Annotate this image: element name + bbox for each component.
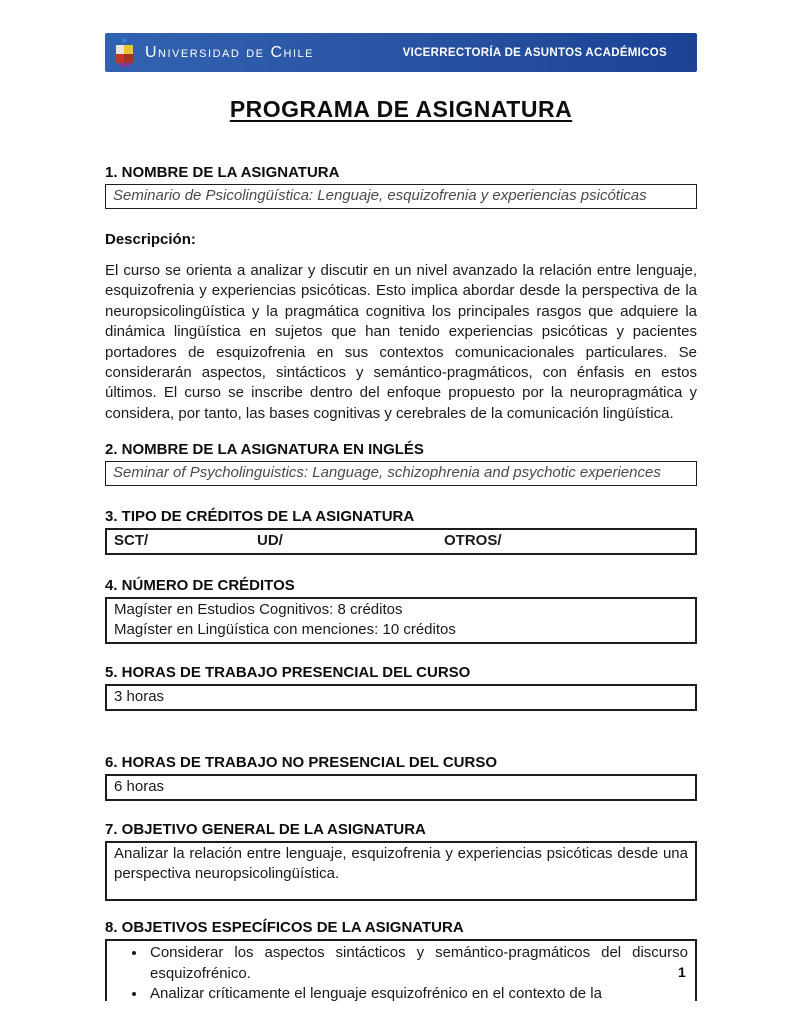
- section-8-heading: 8. OBJETIVOS ESPECÍFICOS DE LA ASIGNATURA: [105, 919, 464, 937]
- university-crest-icon: [114, 38, 135, 68]
- description-heading: Descripción:: [105, 231, 196, 248]
- section-7-value: Analizar la relación entre lenguaje, esquizofrenia y experiencias psicóticas desde una perspectiva neuropsicolingüística.: [105, 841, 697, 901]
- credit-type-otros: OTROS/: [444, 532, 502, 550]
- credits-line-1: Magíster en Estudios Cognitivos: 8 créditos: [114, 601, 403, 619]
- section-6-value: 6 horas: [105, 774, 697, 801]
- section-1-heading: 1. NOMBRE DE LA ASIGNATURA: [105, 164, 340, 181]
- credits-line-2: Magíster en Lingüística con menciones: 10 créditos: [114, 621, 456, 639]
- description-paragraph: El curso se orienta a analizar y discutir en un nivel avanzado la relación entre lenguaje, esquizofrenia y experiencias psicóticas. Esto implica abordar desde la perspectiva de la neuropsicolingüística y la pragmática cognitiva los principales rasgos que adquiere la dinámica lingüística en sujetos que han tenido experiencias psicóticas y pacientes portadores de esquizofrenia en sus contextos comunicacionales particulares. Se considerarán aspectos, sintácticos y semántico-pragmáticos, con énfasis en estos últimos. El curso se inscribe dentro del enfoque propuesto por la neuropragmática y considera, por tanto, las bases cognitivas y cerebrales de la comunicación lingüística.: [105, 262, 697, 422]
- header-banner: [105, 33, 697, 72]
- section-7-heading: 7. OBJETIVO GENERAL DE LA ASIGNATURA: [105, 821, 426, 839]
- credit-type-ud: UD/: [257, 532, 283, 550]
- section-6-heading: 6. HORAS DE TRABAJO NO PRESENCIAL DEL CURSO: [105, 754, 497, 772]
- document-title: PROGRAMA DE ASIGNATURA: [229, 96, 573, 122]
- banner-left: [105, 38, 314, 68]
- objective-item-1: • Considerar los aspectos sintácticos y semántico-pragmáticos del discurso esquizofrénico.: [147, 943, 688, 984]
- section-1-value: Seminario de Psicolingüística: Lenguaje, esquizofrenia y experiencias psicóticas: [105, 184, 697, 209]
- section-3-credit-types: [105, 528, 697, 555]
- section-2-heading: 2. NOMBRE DE LA ASIGNATURA EN INGLÉS: [105, 441, 424, 459]
- section-5-heading: 5. HORAS DE TRABAJO PRESENCIAL DEL CURSO: [105, 664, 471, 682]
- section-4-heading: 4. NÚMERO DE CRÉDITOS: [105, 577, 295, 595]
- objective-item-2: • Analizar críticamente el lenguaje esquizofrénico en el contexto de la: [147, 984, 688, 1001]
- section-5-value: 3 horas: [105, 684, 697, 711]
- section-8-objectives: [105, 939, 697, 1001]
- section-3-heading: 3. TIPO DE CRÉDITOS DE LA ASIGNATURA: [105, 508, 415, 526]
- section-2-value: Seminar of Psycholinguistics: Language, schizophrenia and psychotic experiences: [105, 461, 697, 486]
- page-number: 1: [678, 964, 686, 980]
- vice-rectory-name: VICERRECTORÍA DE ASUNTOS ACADÉMICOS: [402, 46, 667, 59]
- university-name: Universidad de Chile: [145, 43, 314, 61]
- credit-type-sct: SCT/: [114, 532, 149, 550]
- section-4-credits: [105, 597, 697, 644]
